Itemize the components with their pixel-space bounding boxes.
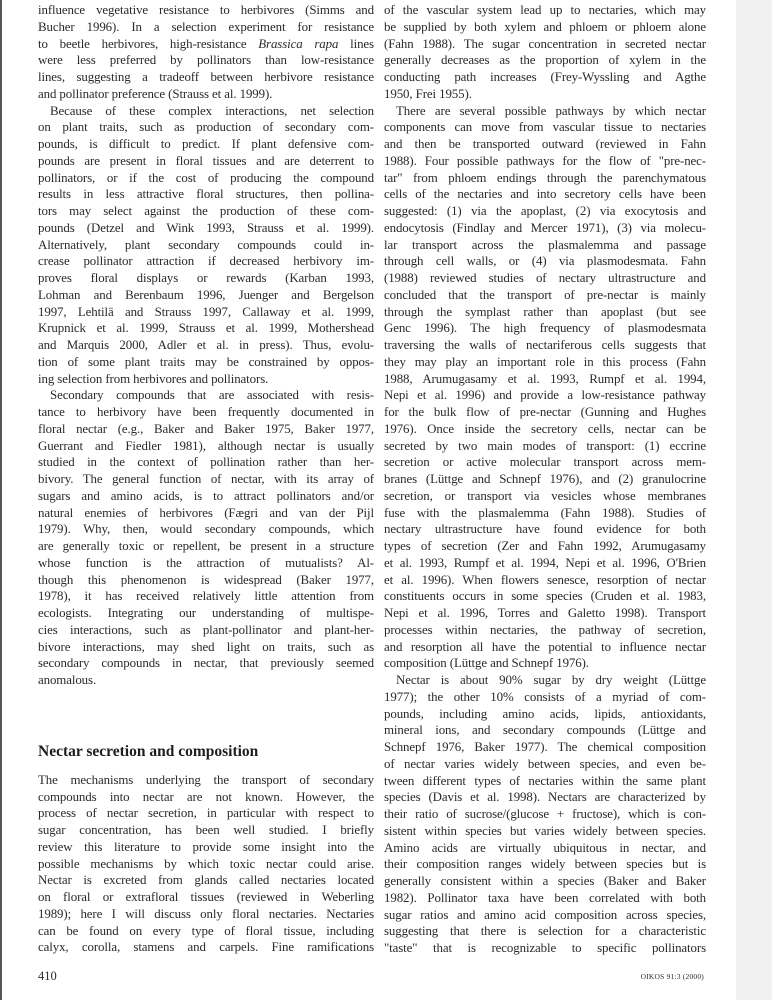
text-line: Nectar is excreted from glands called nectaries located [38, 873, 374, 888]
paragraph [38, 387, 374, 689]
text-line: pollinators, or if the cost of producing the compound [38, 170, 374, 185]
text-line: pounds, is difficult to predict. If plant defensive com- [38, 137, 374, 151]
text-line: tween different types of nectaries within the same plant [384, 773, 706, 788]
left-column [38, 2, 374, 956]
text-line: generally consistent within a species (Baker and Baker [384, 874, 706, 888]
text-line: floral nectar (e.g., Baker and Baker 1975, Baker 1977, [38, 421, 374, 436]
text-line: secretion or active molecular transport across mem- [384, 455, 706, 470]
text-line: lar transport across the plasmalemma and passage [384, 237, 706, 252]
text-line [38, 36, 374, 53]
paragraph [38, 2, 374, 103]
text-line: 1988, Arumugasamy et al. 1993, Rumpf et al. 1994, [384, 371, 706, 386]
text-line: sugar ratios and amino acid composition across species, [384, 907, 706, 922]
text-line: Genc 1996). The high frequency of plasmodesmata [384, 321, 706, 336]
text-line: studied in the context of pollination rather than her- [38, 455, 374, 470]
text-line: possible mechanisms by which toxic nectar could arise. [38, 856, 374, 871]
text-line: Alternatively, plant secondary compounds could in- [38, 237, 374, 252]
text-line: compounds into nectar are not known. However, the [38, 789, 374, 804]
text-line: and pollinator preference (Strauss et al. 1999). [38, 86, 273, 101]
text-line: natural enemies of herbivores (Fægri and van der Pijl [38, 505, 374, 520]
section-heading: Nectar secretion and composition [38, 742, 259, 760]
text-line: through the symplast rather than apoplast (but see [384, 304, 706, 319]
text-line: 1976). Once inside the secretory cells, nectar can be [384, 421, 706, 436]
text-line: secondary compounds in nectar, that previously seemed [38, 656, 374, 671]
text-line: endocytosis (Findlay and Mercer 1971), (3) via molecu- [384, 220, 706, 235]
text-line: "taste" that is recognizable to specific pollinators [384, 941, 706, 955]
text-line: can be found on every type of floral tissue, including [38, 923, 374, 938]
text-line: Lohman and Berenbaum 1996, Juenger and Bergelson [38, 287, 374, 302]
text-line: secreted by two main modes of transport: (1) eccrine [384, 438, 706, 453]
text-line: crease pollinator attraction if decreased herbivory im- [38, 254, 374, 269]
text-line: of the vascular system lead up to nectaries, which may [384, 3, 706, 17]
paragraph [38, 103, 374, 388]
text-line: 1978), it has received relatively little attention from [38, 589, 374, 604]
right-paragraphs [384, 2, 706, 957]
text-line: Nectar is about 90% sugar by dry weight (Lüttge [396, 673, 706, 687]
italic-species-name: Brassica rapa [258, 36, 339, 51]
text-line: of nectar varies widely between species, and even be- [384, 756, 706, 771]
text-segment: to beetle herbivores, high-resistance [38, 36, 259, 51]
viewer-margin [736, 0, 772, 1000]
text-line: (1988) reviewed studies of nectary ultrastructure and [384, 271, 706, 285]
text-line: tar" from phloem endings through the parenchymatous [384, 170, 706, 185]
text-line: sugars and amino acids, is to attract pollinators and/or [38, 488, 374, 503]
text-line: composition (Lüttge and Schnepf 1976). [384, 656, 589, 671]
text-line: through cell walls, or (4) via plasmodesmata. Fahn [384, 254, 706, 269]
text-line: fuse with the plasmalemma (Fahn 1988). Studies of [384, 505, 706, 520]
text-line: constituents occurs in some species (Cruden et al. 1983, [384, 589, 706, 604]
text-line: 1977); the other 10% consists of a myriad of com- [384, 689, 706, 704]
text-line: traversing the walls of nectariferous cells suggests that [384, 338, 706, 352]
text-line: Because of these complex interactions, net selection [50, 103, 374, 118]
text-line: conducting path increases (Frey-Wyssling and Agthe [384, 70, 706, 84]
text-line: Nepi et al. 1996) and provide a low-resistance pathway [384, 388, 706, 403]
text-line: et al. 1996). When flowers senesce, resorption of nectar [384, 572, 706, 587]
text-line: Amino acids are virtually ubiquitous in nectar, and [384, 840, 706, 855]
text-line: bivore interactions, may shed light on traits, such as [38, 639, 374, 654]
text-line: concluded that the transport of pre-nectar is mainly [384, 287, 706, 302]
text-line: results in less attractive floral structures, then pollina- [38, 187, 374, 202]
text-line: their ratio of sucrose/(glucose + fructose), which is con- [384, 807, 706, 821]
text-line: for the bulk flow of pre-nectar (Gunning and Hughes [384, 405, 706, 419]
text-line: review this literature to provide some insight into the [38, 839, 374, 854]
text-line: nectary ultrastructure have found evidence for both [384, 522, 706, 537]
text-line: and resorption all have the potential to influence nectar [384, 639, 706, 654]
text-line: though this phenomenon is widespread (Baker 1977, [38, 572, 374, 587]
text-line: sistent within species but varies widely between species. [384, 823, 706, 838]
text-line: sugar concentration, has been well studied. I briefly [38, 823, 374, 837]
paragraph [38, 772, 374, 956]
text-line: pounds, including amino acids, lipids, antioxidants, [384, 706, 706, 721]
text-line: Schnepf 1976, Baker 1977). The chemical composition [384, 740, 706, 754]
text-line: The mechanisms underlying the transport of secondary [38, 772, 374, 787]
text-line: 1989); here I will discuss only floral nectaries. Nectaries [38, 906, 374, 921]
text-line: suggesting that there is selection for a characteristic [384, 924, 706, 939]
text-line: and Marquis 2000, Adler et al. in press). Thus, evolu- [38, 338, 374, 352]
text-line: Nepi et al. 1996, Torres and Galetto 1998). Transport [384, 606, 706, 620]
text-line: generally decreases as the proportion of xylem in the [384, 53, 706, 68]
text-line: branes (Lüttge and Schnepf 1976), and (2) granulocrine [384, 472, 706, 486]
text-line: pounds are present in floral tissues and are deterrent to [38, 153, 374, 168]
text-line: tance to herbivory have been frequently documented in [38, 405, 374, 419]
page-number: 410 [38, 969, 57, 983]
text-line: 1988). Four possible pathways for the flow of "pre-nec- [384, 153, 706, 168]
section-paragraphs [38, 772, 374, 956]
text-line: were less preferred by pollinators than low-resistance [38, 53, 374, 68]
text-line: bivory. The general function of nectar, with its array of [38, 472, 374, 486]
text-line: 1982). Pollinator taxa have been correlated with both [384, 890, 706, 905]
text-line: are generally toxic or repellent, be present in a structure [38, 539, 374, 553]
text-line: influence vegetative resistance to herbivores (Simms and [38, 3, 374, 17]
text-segment: lines [338, 36, 374, 51]
text-line: tion of some plant traits may be constrained by oppos- [38, 354, 374, 369]
right-column [384, 2, 706, 957]
text-line: species (Davis et al. 1998). Nectars are characterized by [384, 790, 706, 805]
text-line: calyx, corolla, stamens and carpels. Fine ramifications [38, 940, 374, 955]
paragraph [384, 103, 706, 673]
text-line: Secondary compounds that are associated with resis- [50, 388, 374, 403]
text-line: components can move from vascular tissue to nectaries [384, 120, 706, 135]
left-paragraphs [38, 2, 374, 689]
text-line: types of secretion (Zer and Fahn 1992, Arumugasamy [384, 539, 706, 553]
text-line: et al. 1993, Rumpf et al. 1994, Nepi et al. 1996, O'Brien [384, 555, 706, 570]
text-line: cies interactions, such as plant-pollinator and plant-her- [38, 622, 374, 637]
text-line: anomalous. [38, 673, 97, 687]
text-line: mineral ions, and secondary compounds (Lüttge and [384, 723, 706, 738]
text-line: 1950, Frei 1955). [384, 86, 472, 101]
text-line: ing selection from herbivores and pollinators. [38, 371, 269, 386]
text-line: suggested: (1) via the apoplast, (2) via exocytosis and [384, 204, 706, 218]
text-line: cells of the nectaries and into secretory cells have been [384, 187, 706, 202]
text-line: be supplied by both xylem and phloem or phloem alone [384, 19, 706, 34]
text-line: their composition ranges widely between species but is [384, 857, 706, 872]
text-line: 1997, Lehtilä and Strauss 1997, Callaway et al. 1999, [38, 304, 374, 319]
paragraph [384, 2, 706, 103]
text-line: There are several possible pathways by which nectar [396, 103, 706, 118]
text-line: on plant traits, such as production of secondary com- [38, 120, 374, 135]
text-line: (Fahn 1988). The sugar concentration in secreted nectar [384, 36, 706, 51]
text-line: on floral or extrafloral tissues (reviewed in Weberling [38, 890, 374, 904]
text-line: process of nectar secretion, in particular with respect to [38, 806, 374, 821]
text-line: lines, suggesting a tradeoff between herbivore resistance [38, 70, 374, 84]
text-line: and then be transported outward (reviewed in Fahn [384, 137, 706, 151]
text-line: Bucher 1996). In a selection experiment for resistance [38, 19, 374, 34]
running-footer: OIKOS 91:3 (2000) [640, 972, 704, 981]
text-line: they may play an important role in this process (Fahn [384, 354, 706, 369]
paragraph [384, 672, 706, 957]
text-line: whose function is the attraction of mutualists? Al- [38, 555, 374, 570]
text-line: tors may select against the production of these com- [38, 204, 374, 218]
text-line: Guerrant and Fiedler 1981), although nectar is usually [38, 438, 374, 453]
text-line: 1979). Why, then, would secondary compounds, which [38, 522, 374, 537]
text-line: pounds (Detzel and Wink 1993, Strauss et al. 1999). [38, 220, 374, 235]
text-line: proves floral displays or rewards (Karban 1993, [38, 271, 374, 285]
text-line: ecologists. Integrating our understanding of multispe- [38, 606, 374, 620]
text-line: Krupnick et al. 1999, Strauss et al. 1999, Mothershead [38, 321, 374, 336]
text-line: secretion, or transport via vesicles whose membranes [384, 488, 706, 503]
scan-edge [0, 0, 2, 1000]
text-line: processes within nectaries, the pathway of secretion, [384, 622, 706, 637]
